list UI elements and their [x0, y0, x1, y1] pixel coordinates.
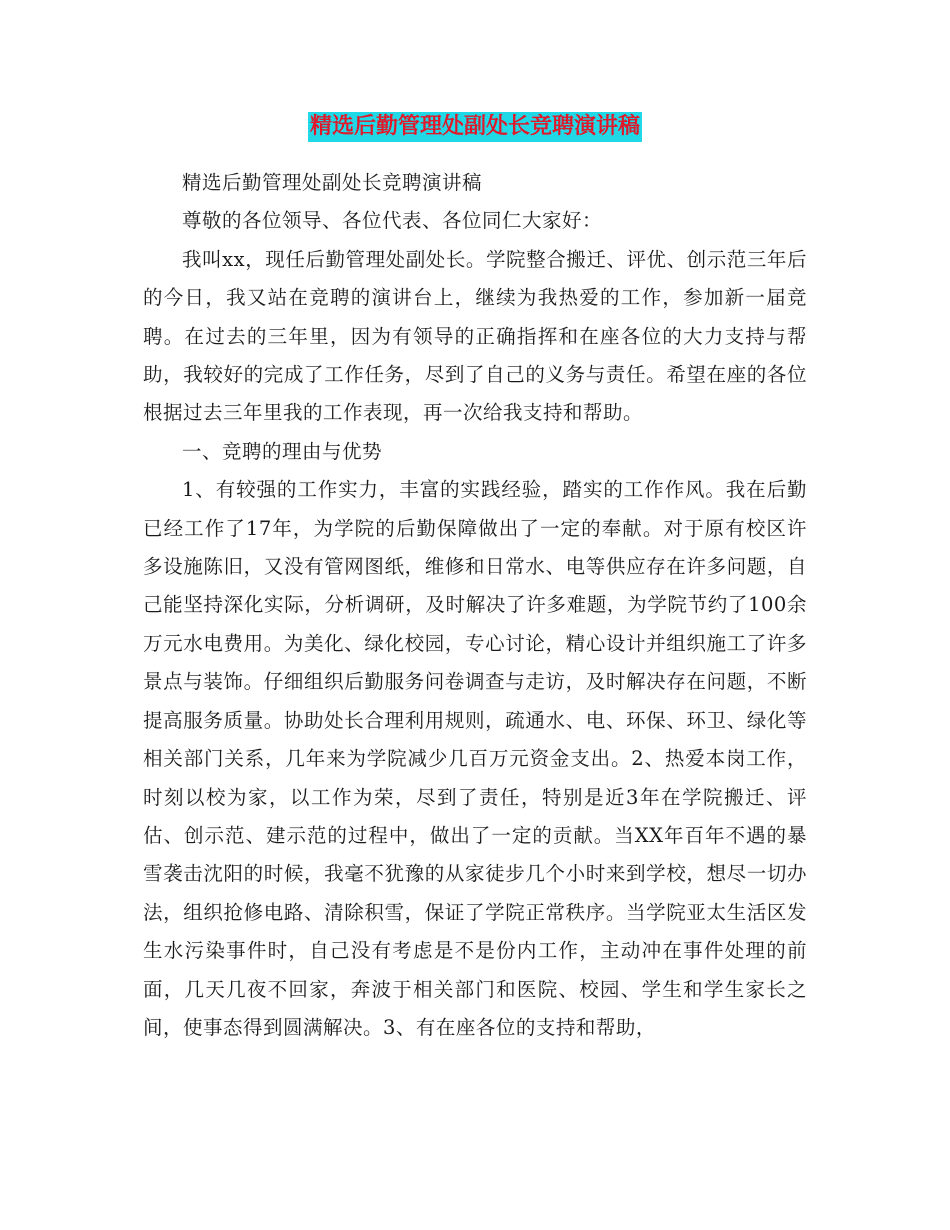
section-heading: 一、竞聘的理由与优势 [182, 439, 383, 463]
paragraph-reasons: 1、有较强的工作实力，丰富的实践经验，踏实的工作作风。我在后勤已经工作了17年，为学院的后勤保障做出了一定的奉献。对于原有校区许多设施陈旧，又没有管网图纸，维修和日常水、电等供应存在许多问题，自己能坚持深化实际，分析调研，及时解决了许多难题，为学院节约了100余万元水电费用。为美化、绿化校园，专心讨论，精心设计并组织施工了许多景点与装饰。仔细组织后勤服务问卷调查与走访，及时解决存在问题，不断提高服务质量。协助处长合理利用规则，疏通水、电、环保、环卫、绿化等相关部门关系，几年来为学院减少几百万元资金支出。2、热爱本岗工作，时刻以校为家，以工作为荣，尽到了责任，特别是近3年在学院搬迁、评估、创示范、建示范的过程中，做出了一定的贡献。当XX年百年不遇的暴雪袭击沈阳的时候，我毫不犹豫的从家徒步几个小时来到学校，想尽一切办法，组织抢修电路、清除积雪，保证了学院正常秩序。当学院亚太生活区发生水污染事件时，自己没有考虑是不是份内工作，主动冲在事件处理的前面，几天几夜不回家，奔波于相关部门和医院、校园、学生和学生家长之间，使事态得到圆满解决。3、有在座各位的支持和帮助， [143, 478, 807, 1039]
paragraph-introduction: 我叫xx，现任后勤管理处副处长。学院整合搬迁、评优、创示范三年后的今日，我又站在竞聘的演讲台上，继续为我热爱的工作，参加新一届竞聘。在过去的三年里，因为有领导的正确指挥和在座各位的大力支持与帮助，我较好的完成了工作任务，尽到了自己的义务与责任。希望在座的各位根据过去三年里我的工作表现，再一次给我支持和帮助。 [143, 247, 807, 425]
paragraph-salutation: 尊敬的各位领导、各位代表、各位同仁大家好： [182, 209, 603, 233]
document-body [143, 164, 807, 1047]
title-container [0, 112, 950, 142]
paragraph-subtitle: 精选后勤管理处副处长竞聘演讲稿 [182, 171, 483, 194]
document-title: 精选后勤管理处副处长竞聘演讲稿 [308, 112, 642, 142]
